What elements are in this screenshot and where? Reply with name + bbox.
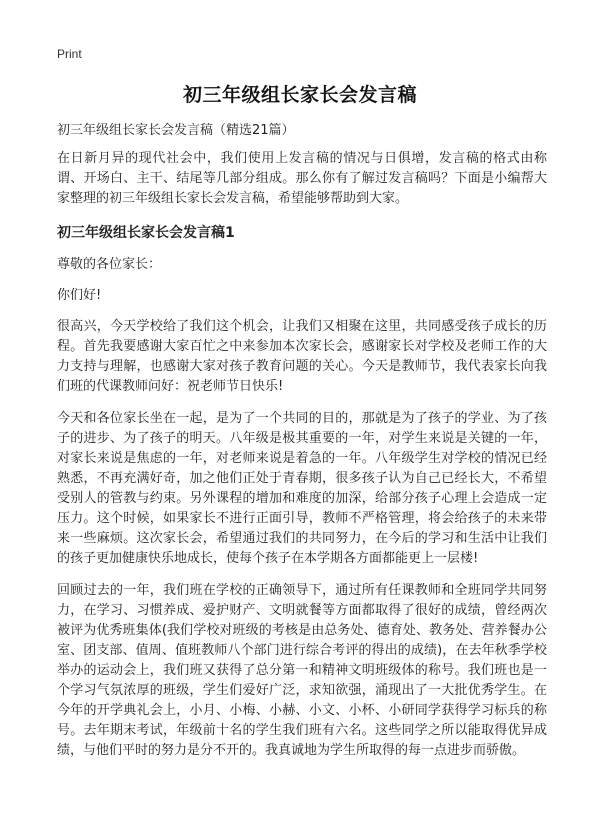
body-paragraph: 回顾过去的一年，我们班在学校的正确领导下，通过所有任课教师和全班同学共同努力，在学习、习惯养成、爱护财产、文明就餐等方面都取得了很好的成绩，曾经两次被评为优秀班集体(我们学校对班级的考核是由总务处、德育处、教务处、营养餐办公室、团支部、值周、值班教师八个部门进行综合考评的得出的成绩)，在去年秋季学校举办的运动会上，我们班又获得了总分第一和精神文明班级体的称号。我们班也是一个学习气氛浓厚的班级，学生们爱好广泛，求知欲强，涌现出了一大批优秀学生。在今年的开学典礼会上，小月、小梅、小赫、小文、小杯、小研同学获得学习标兵的称号。去年期末考试，年级前十名的学生我们班有六名。这些同学之所以能取得优异成绩，与他们平时的努力是分不开的。我真诚地为学生所取得的每一点进步而骄傲。 <box>57 583 547 758</box>
salutation: 尊敬的各位家长： <box>57 257 162 272</box>
print-label[interactable]: Print <box>57 47 82 61</box>
body-paragraph: 很高兴，今天学校给了我们这个机会，让我们又相聚在这里，共同感受孩子成长的历程。首先我要感谢大家百忙之中来参加本次家长会，感谢家长对学校及老师工作的大力支持与理解，也感谢大家对孩子教育问题的关心。今天是教师节，我代表家长向我们班的代课教师问好：祝老师节日快乐! <box>57 319 547 394</box>
greeting: 你们好! <box>57 288 102 303</box>
body-paragraph: 今天和各位家长坐在一起，是为了一个共同的目的，那就是为了孩子的学业、为了孩子的进步、为了孩子的明天。八年级是极其重要的一年，对学生来说是关键的一年，对家长来说是焦虑的一年，对老师来说是着急的一年。八年级学生对学校的情况已经熟悉，不再充满好奇，加之他们正处于青春期，很多孩子认为自己已经长大，不希望受别人的管教与约束。另外课程的增加和难度的加深，给部分孩子心理上会造成一定压力。这个时候，如果家长不进行正面引导，教师不严格管理，将会给孩子的未来带来一些麻烦。这次家长会，希望通过我们的共同努力，在今后的学习和生活中让我们的孩子更加健康快乐地成长，使每个孩子在本学期各方面都能更上一层楼! <box>57 411 547 566</box>
intro-paragraph: 在日新月异的现代社会中，我们使用上发言稿的情况与日俱增，发言稿的格式由称谓、开场白、主干、结尾等几部分组成。那么你有了解过发言稿吗？下面是小编帮大家整理的初三年级组长家长会发言稿，希望能够帮助到大家。 <box>57 151 547 206</box>
page-title: 初三年级组长家长会发言稿 <box>182 84 417 106</box>
article-body <box>57 149 547 773</box>
subtitle: 初三年级组长家长会发言稿（精选21篇） <box>57 123 295 138</box>
section-heading: 初三年级组长家长会发言稿1 <box>57 225 235 241</box>
